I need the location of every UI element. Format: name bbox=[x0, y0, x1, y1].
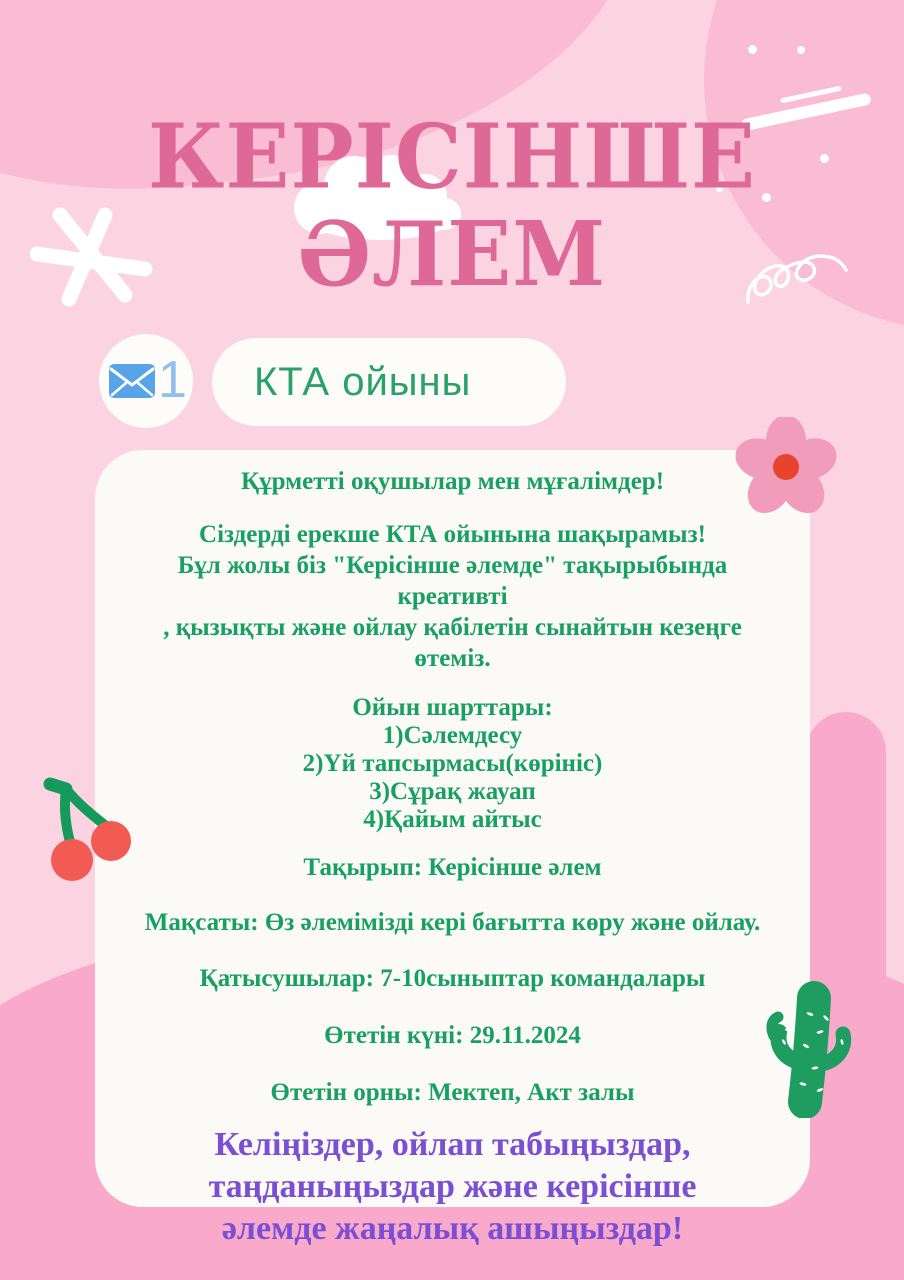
envelope-icon bbox=[108, 363, 156, 399]
invitation-card bbox=[95, 450, 810, 1247]
event-name-pill bbox=[212, 338, 566, 426]
page-title: КЕРІСІНШЕ ӘЛЕМ bbox=[148, 104, 756, 307]
sparkle-dot-icon bbox=[797, 46, 805, 54]
intro-paragraph bbox=[123, 519, 782, 674]
intro-line: Сіздерді ерекше КТА ойынына шақырамыз! bbox=[199, 521, 706, 548]
cta-line: Келіңіздер, ойлап табыңыздар, bbox=[214, 1126, 691, 1163]
rule-item: 1)Сәлемдесу bbox=[382, 722, 523, 749]
list-number-badge bbox=[99, 334, 193, 428]
place-text: Өтетін орны: Мектеп, Акт залы bbox=[270, 1079, 635, 1106]
goal-text: Мақсаты: Өз әлемімізді кері бағытта көру және ойлау. bbox=[144, 909, 761, 936]
badge-count: 1 bbox=[158, 351, 187, 409]
flower-icon bbox=[733, 417, 839, 519]
topic-text: Тақырып: Керісінше әлем bbox=[303, 854, 602, 881]
pill-label: КТА ойыны bbox=[254, 359, 472, 404]
sparkle-dot-icon bbox=[748, 45, 757, 54]
rule-item: 4)Қайым айтыс bbox=[363, 806, 542, 833]
cta-line: әлемде жаңалық ашыңыздар! bbox=[221, 1210, 684, 1247]
intro-line: , қызықты және ойлау қабілетін сынайтын кезеңге өтеміз. bbox=[163, 614, 742, 672]
rule-item: 2)Үй тапсырмасы(көрініс) bbox=[302, 750, 603, 777]
rules-list bbox=[123, 694, 782, 834]
cta-line: таңданыңыздар және керісінше bbox=[208, 1168, 697, 1205]
cherries-icon bbox=[42, 772, 142, 894]
date-text: Өтетін күні: 29.11.2024 bbox=[324, 1022, 581, 1049]
intro-line: Бұл жолы біз "Керісінше әлемде" тақырыбында креативті bbox=[177, 552, 728, 610]
greeting-text: Құрметті оқушылар мен мұғалімдер! bbox=[240, 468, 665, 495]
rules-title: Ойын шарттары: bbox=[352, 694, 553, 721]
participants-text: Қатысушылар: 7-10сыныптар командалары bbox=[199, 965, 706, 992]
call-to-action bbox=[123, 1124, 782, 1250]
rule-item: 3)Сұрақ жауап bbox=[369, 778, 536, 805]
cactus-icon bbox=[758, 980, 864, 1118]
